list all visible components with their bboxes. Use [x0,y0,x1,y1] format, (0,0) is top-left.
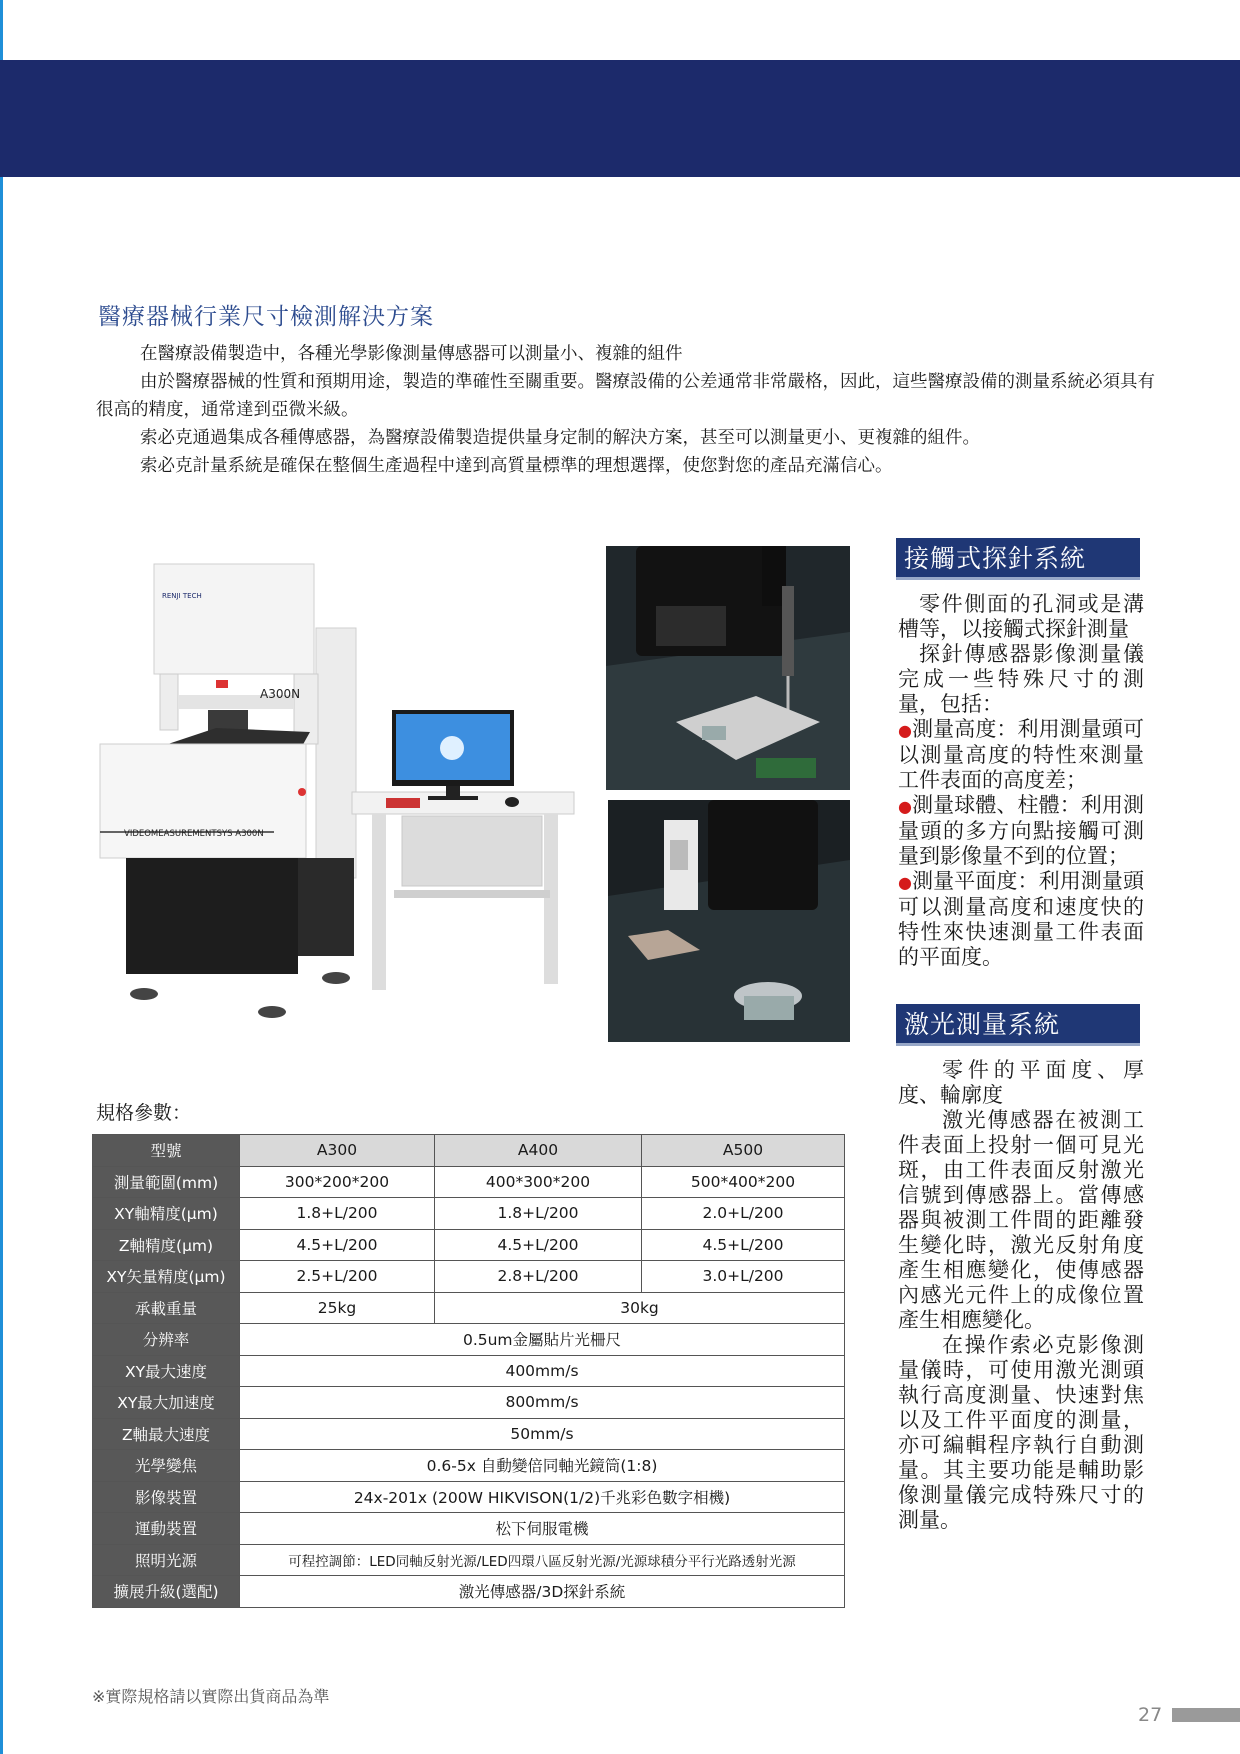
table-cell: 0.5um金屬貼片光柵尺 [240,1324,845,1356]
table-row [93,1229,845,1261]
row-header: Z軸精度(μm) [93,1229,240,1261]
table-cell: 1.8+L/200 [435,1198,642,1230]
header-banner [0,60,1240,177]
table-cell: 30kg [435,1292,845,1324]
intro-paragraph: 索必克計量系統是確保在整個生產過程中達到高質量標準的理想選擇，使您對您的產品充滿信心。 [140,456,893,476]
table-row [93,1292,845,1324]
table-cell: 25kg [240,1292,435,1324]
table-cell: 松下伺服電機 [240,1513,845,1545]
table-cell: 2.5+L/200 [240,1261,435,1293]
row-header: XY軸精度(μm) [93,1198,240,1230]
probe-bullet-text: 測量平面度：利用測量頭可以測量高度和速度快的特性來快速測量工件表面的平面度。 [898,869,1144,969]
table-cell: 1.8+L/200 [240,1198,435,1230]
table-cell: 500*400*200 [642,1166,845,1198]
bullet-dot-icon: ● [898,873,913,892]
row-header: Z軸最大速度 [93,1418,240,1450]
table-cell: 4.5+L/200 [435,1229,642,1261]
model-cell: A500 [642,1135,845,1167]
laser-paragraph: 零件的平面度、厚度、輪廓度 [898,1058,1144,1107]
row-header: 運動裝置 [93,1513,240,1545]
row-header: XY最大速度 [93,1355,240,1387]
model-cell: A300 [240,1135,435,1167]
page-title: 醫療器械行業尺寸檢測解決方案 [98,304,434,330]
laser-heading: 激光測量系統 [896,1004,1140,1046]
machine-photo [96,560,578,1030]
page-number: 27 [1138,1704,1163,1726]
row-header: 照明光源 [93,1544,240,1576]
table-row [93,1198,845,1230]
laser-photo [608,800,850,1042]
table-cell: 3.0+L/200 [642,1261,845,1293]
spec-label: 規格參數： [96,1102,192,1124]
probe-bullet-item [898,869,1144,970]
probe-heading: 接觸式探針系統 [896,538,1140,580]
probe-paragraph: 探針傳感器影像測量儀完成一些特殊尺寸的測量，包括： [898,642,1144,716]
probe-paragraph: 零件側面的孔洞或是溝槽等，以接觸式探針測量 [898,592,1144,641]
side-label: VIDEOMEASUREMENTSYS A300N [124,829,264,839]
table-row [93,1261,845,1293]
row-header: 影像裝置 [93,1481,240,1513]
table-cell: 800mm/s [240,1387,845,1419]
table-header-row [93,1135,845,1167]
table-cell: 300*200*200 [240,1166,435,1198]
row-header: 承載重量 [93,1292,240,1324]
table-cell: 0.6-5x 自動變倍同軸光鏡筒(1:8) [240,1450,845,1482]
model-label: A300N [260,687,301,701]
row-header: 型號 [93,1135,240,1167]
probe-bullet-item [898,717,1144,793]
bullet-dot-icon: ● [898,797,913,816]
laser-paragraph: 激光傳感器在被測工件表面上投射一個可見光斑，由工件表面反射激光信號到傳感器上。當傳感器與被測工件間的距離發生變化時，激光反射角度產生相應變化，使傳感器內感光元件上的成像位置產生相應變化。 [898,1108,1144,1332]
table-cell: 400*300*200 [435,1166,642,1198]
table-cell: 4.5+L/200 [240,1229,435,1261]
page-number-bar [1172,1708,1240,1722]
table-cell: 4.5+L/200 [642,1229,845,1261]
row-header: 分辨率 [93,1324,240,1356]
table-row [93,1544,845,1576]
table-cell: 2.0+L/200 [642,1198,845,1230]
model-cell: A400 [435,1135,642,1167]
footnote: ※實際規格請以實際出貨商品為準 [92,1687,330,1706]
table-row [93,1576,845,1608]
table-cell: 2.8+L/200 [435,1261,642,1293]
table-row [93,1387,845,1419]
probe-bullet-item [898,793,1144,869]
intro-paragraph: 由於醫療器械的性質和預期用途，製造的準確性至關重要。醫療設備的公差通常非常嚴格，因此，這些醫療設備的測量系統必須具有很高的精度，通常達到亞微米級。 [96,372,1155,420]
intro-text [96,340,1156,480]
row-header: 測量範圍(mm) [93,1166,240,1198]
laser-paragraph: 在操作索必克影像測量儀時，可使用激光測頭執行高度測量、快速對焦以及工件平面度的測量，亦可編輯程序執行自動測量。其主要功能是輔助影像測量儀完成特殊尺寸的測量。 [898,1333,1144,1532]
table-row [93,1418,845,1450]
bullet-dot-icon: ● [898,721,913,740]
table-row [93,1166,845,1198]
intro-paragraph: 索必克通過集成各種傳感器，為醫療設備製造提供量身定制的解決方案，甚至可以測量更小、更複雜的組件。 [140,428,980,448]
table-cell: 激光傳感器/3D探針系統 [240,1576,845,1608]
page-edge-line [0,0,3,1754]
intro-paragraph: 在醫療設備製造中，各種光學影像測量傳感器可以測量小、複雜的組件 [140,344,683,364]
row-header: 光學變焦 [93,1450,240,1482]
row-header: XY矢量精度(μm) [93,1261,240,1293]
probe-bullet-text: 測量球體、柱體：利用測量頭的多方向點接觸可測量到影像量不到的位置； [898,793,1144,868]
laser-text [898,1058,1144,1533]
table-cell: 400mm/s [240,1355,845,1387]
probe-bullet-text: 測量高度：利用測量頭可以測量高度的特性來測量工件表面的高度差； [898,717,1144,792]
table-cell: 50mm/s [240,1418,845,1450]
probe-text [898,592,1144,970]
table-row [93,1513,845,1545]
table-row [93,1450,845,1482]
table-cell: 可程控調節：LED同軸反射光源/LED四環八區反射光源/光源球積分平行光路透射光源 [240,1544,845,1576]
table-cell: 24x-201x (200W HIKVISON(1/2)千兆彩色數字相機) [240,1481,845,1513]
table-row [93,1324,845,1356]
logo-text: RENJI TECH [162,592,202,600]
probe-photo [606,546,850,790]
row-header: XY最大加速度 [93,1387,240,1419]
spec-table [92,1134,845,1608]
row-header: 擴展升級(選配) [93,1576,240,1608]
table-row [93,1355,845,1387]
table-row [93,1481,845,1513]
